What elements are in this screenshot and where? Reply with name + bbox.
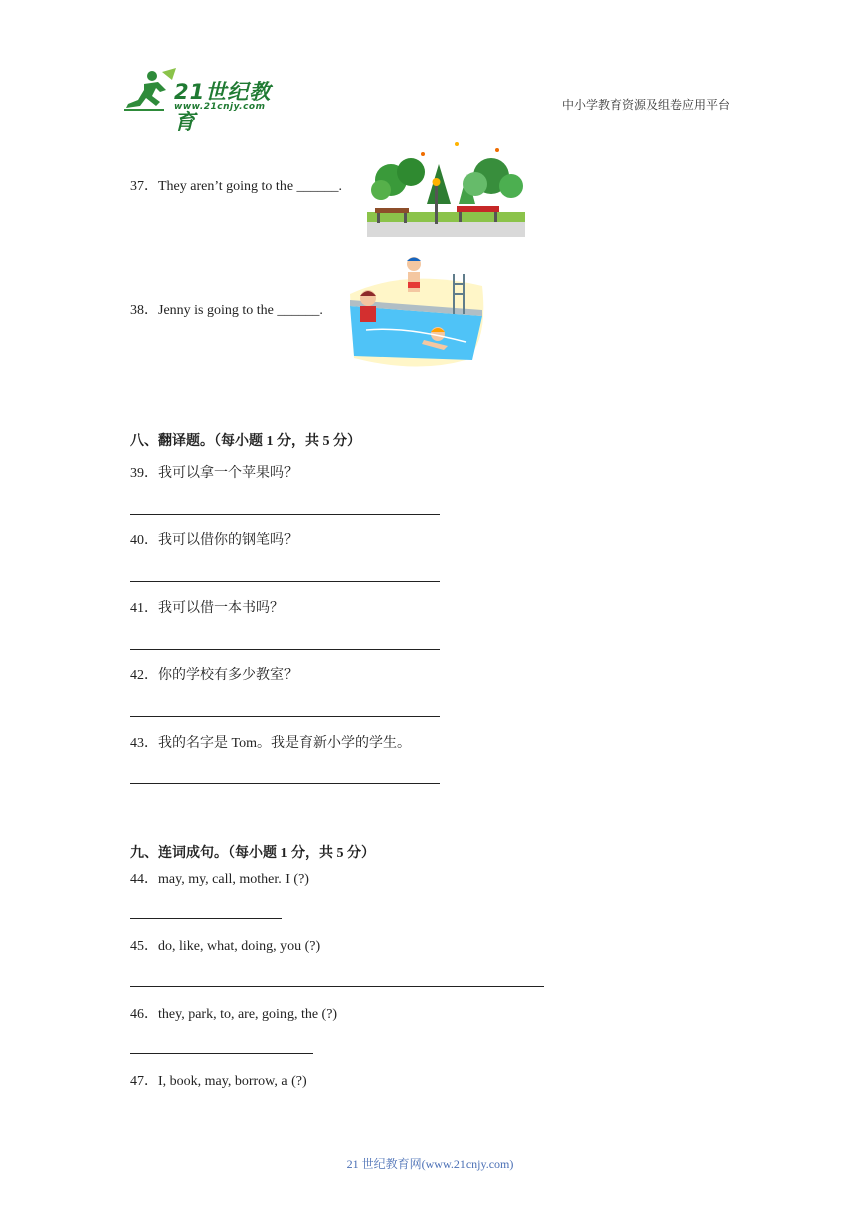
section-8-title: 八、翻译题。（每小题 1 分，共 5 分）: [130, 434, 361, 449]
question-text: 我可以借一本书吗？: [158, 601, 284, 616]
answer-line-40[interactable]: [130, 581, 440, 582]
question-text: they, park, to, are, going, the (?): [158, 1007, 338, 1022]
question-40: [130, 532, 298, 550]
park-image: [367, 134, 525, 237]
question-37: [130, 178, 342, 196]
question-43: [130, 735, 411, 753]
question-text: 我的名字是 Tom。我是育新小学的学生。: [158, 736, 411, 751]
answer-line-39[interactable]: [130, 514, 440, 515]
answer-line-45[interactable]: [130, 986, 544, 987]
header: [0, 0, 860, 134]
question-text: Jenny is going to the ______.: [158, 303, 323, 318]
question-text: I, book, may, borrow, a (?): [158, 1074, 307, 1089]
header-platform-text: 中小学教育资源及组卷应用平台: [561, 98, 730, 112]
section-9-title: 九、连词成句。（每小题 1 分，共 5 分）: [130, 846, 375, 861]
logo: [122, 68, 292, 134]
answer-line-44[interactable]: [130, 918, 282, 919]
question-number: 37．: [130, 179, 158, 194]
question-text: They aren’t going to the ______.: [158, 179, 343, 194]
question-39: [130, 465, 298, 483]
question-text: may, my, call, mother. I (?): [158, 872, 309, 887]
swimming-pool-image: [346, 250, 488, 370]
question-number: 42．: [130, 668, 158, 683]
question-47: [130, 1073, 307, 1091]
runner-logo-icon: [122, 68, 178, 114]
question-number: 43．: [130, 736, 158, 751]
answer-line-42[interactable]: [130, 716, 440, 717]
question-text: 我可以拿一个苹果吗？: [158, 466, 298, 481]
answer-line-41[interactable]: [130, 649, 440, 650]
question-41: [130, 600, 284, 618]
question-38: [130, 302, 323, 320]
question-number: 39．: [130, 466, 158, 481]
question-number: 44．: [130, 872, 158, 887]
question-number: 47．: [130, 1074, 158, 1089]
answer-line-43[interactable]: [130, 783, 440, 784]
question-number: 40．: [130, 533, 158, 548]
answer-line-46[interactable]: [130, 1053, 313, 1054]
question-number: 46．: [130, 1007, 158, 1022]
question-number: 41．: [130, 601, 158, 616]
logo-title: 21世纪教育: [174, 80, 272, 134]
question-42: [130, 667, 298, 685]
question-number: 38．: [130, 303, 158, 318]
question-text: 你的学校有多少教室？: [158, 668, 298, 683]
logo-url: www.21cnjy.com: [174, 102, 266, 112]
footer-text: 21 世纪教育网(www.21cnjy.com): [346, 1157, 514, 1171]
question-number: 45．: [130, 939, 158, 954]
question-46: [130, 1006, 337, 1024]
question-44: [130, 871, 309, 889]
question-45: [130, 938, 320, 956]
question-text: do, like, what, doing, you (?): [158, 939, 321, 954]
question-text: 我可以借你的钢笔吗？: [158, 533, 298, 548]
